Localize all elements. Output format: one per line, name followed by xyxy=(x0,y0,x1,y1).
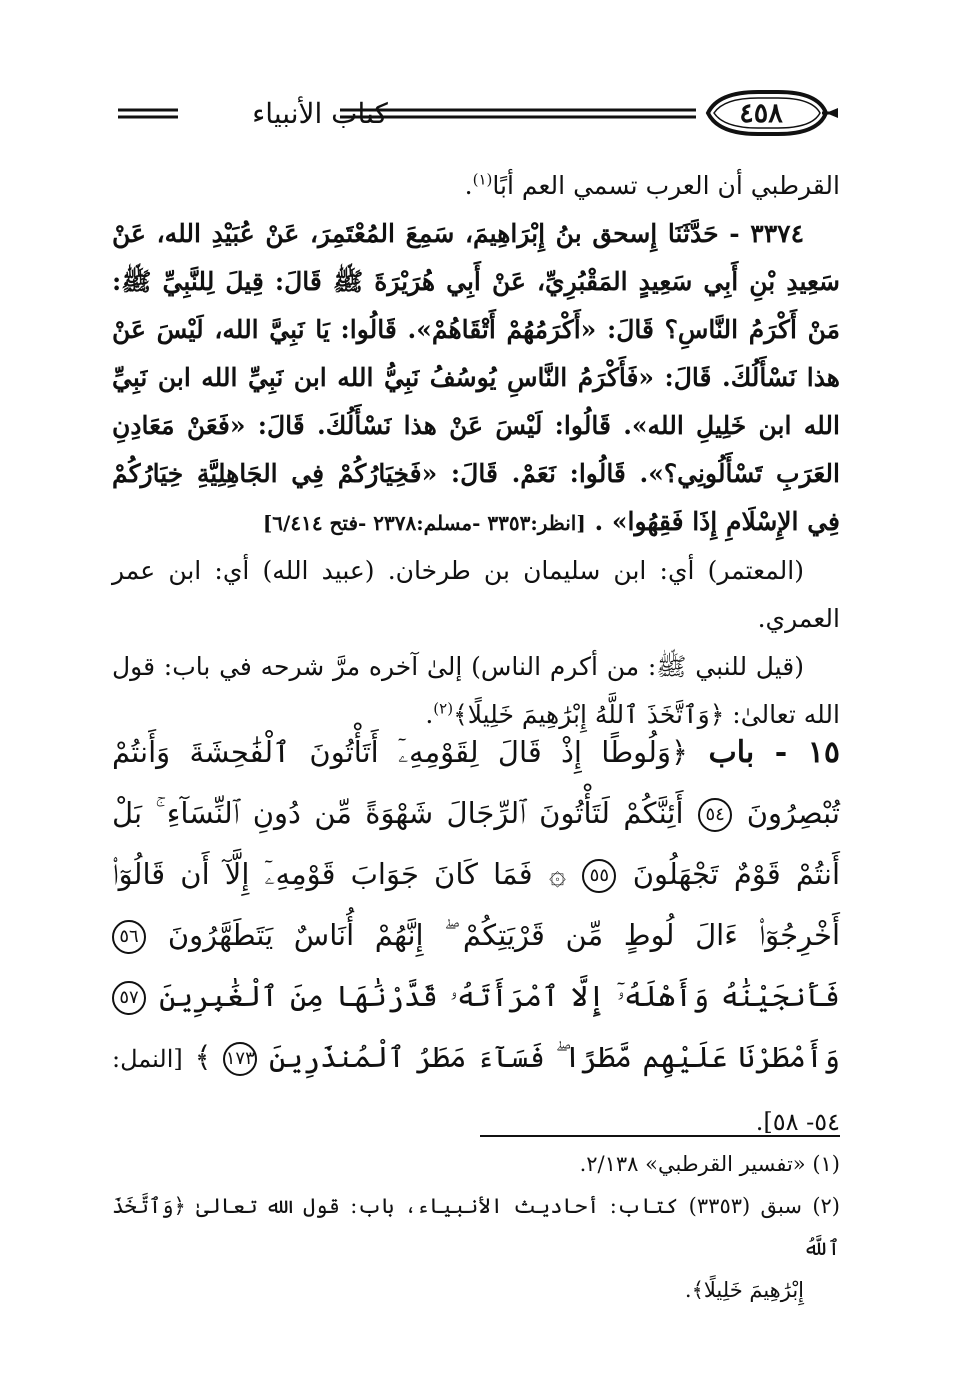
surah-reference: [النمل: ٥٤- ٥٨]. xyxy=(112,1045,840,1136)
page-header xyxy=(118,86,838,146)
footnote-divider xyxy=(480,1135,840,1137)
ayah-number-55: ٥٥ xyxy=(582,859,616,893)
footnote-2-continuation: إِبْرَٰهِيمَ خَلِيلًا﴾. xyxy=(684,1278,804,1302)
hadith-text: ٣٣٧٤ - حَدَّثَنَا إِسحق بنُ إِبْرَاهِيمَ، سَمِعَ المُعْتَمِرَ، عَنْ عُبَيْدِ الله، عَنْ سَعِيدِ بْنِ أَبِي سَعِيدٍ المَقْبُرِيِّ، عَنْ أَبِي هُرَيْرَةَ ﷺ قَالَ: قِيلَ لِلنَّبِيِّ ﷺ: مَنْ أَكْرَمُ النَّاسِ؟ قَالَ: «أَكْرَمُهُمْ أَتْقَاهُمْ». قَالُوا: يَا نَبِيَّ الله، لَيْسَ عَنْ هذا نَسْأَلُكَ. قَالَ: «فَأَكْرَمُ النَّاسِ يُوسُفُ نَبِيُّ الله ابن نَبِيِّ الله ابن نَبِيِّ الله ابن خَلِيلِ الله». قَالُوا: لَيْسَ عَنْ هذا نَسْأَلُكَ. قَالَ: «فَعَنْ مَعَادِنِ العَرَبِ تَسْأَلُونِي؟». قَالُوا: نَعَمْ. قَالَ: «فَخِيَارُكُمْ فِي الجَاهِلِيَّةِ خِيَارُكُمْ فِي الإِسْلَامِ إِذَا فَقِهُوا» . xyxy=(112,219,840,536)
commentary-paragraph-1: (المعتمر) أي: ابن سليمان بن طرخان. (عبيد الله) أي: ابن عمر العمري. xyxy=(112,556,840,633)
hadith-3374 xyxy=(112,210,840,547)
ayah-number-56: ٥٦ xyxy=(112,920,146,954)
ayah-number-54: ٥٤ xyxy=(698,798,732,832)
commentary-paragraph-2: (قيل للنبي ﷺ: من أكرم الناس) إلىٰ آخره مرَّ شرحه في باب: قول الله تعالىٰ: ﴿وَٱتَّخَذَ ٱللَّهُ إِبْرَٰهِيمَ خَلِيلًا﴾$^{(٢)}$. xyxy=(112,652,840,729)
chapter-heading: ١٥ - باب xyxy=(708,735,840,770)
ayah-number-57: ٥٧ xyxy=(112,981,146,1015)
sajda-icon: ۞ xyxy=(548,857,566,891)
footnote-2: (٢) سبق (٣٣٥٣) كتاب: أحاديث الأنبياء، باب: قول الله تعالىٰ ﴿وَٱتَّخَذَ ٱللَّهُ xyxy=(112,1194,840,1260)
quran-close-bracket: ﴾ xyxy=(194,1040,212,1074)
hadith-reference: [انظر:٣٣٥٣ -مسلم:٢٣٧٨ -فتح ٦/٤١٤] xyxy=(262,511,586,535)
quran-verse-55: أَئِنَّكُمْ لَتَأْتُونَ ٱلرِّجَالَ شَهْوَةً مِّن دُونِ ٱلنِّسَآءِ ۚ بَلْ أَنتُمْ قَوْمٌ تَجْهَلُونَ xyxy=(112,796,840,891)
footnotes xyxy=(112,1143,840,1311)
quran-verse-56: فَمَا كَانَ جَوَابَ قَوْمِهِۦٓ إِلَّآ أَن قَالُوٓا۟ أَخْرِجُوٓا۟ ءَالَ لُوطٍ مِّن قَرْيَتِكُمْ ۖ إِنَّهُمْ أُنَاسٌ يَتَطَهَّرُونَ xyxy=(112,857,841,952)
quran-verse-58: وَأَمْطَرْنَا عَلَيْهِم مَّطَرًا ۖ فَسَآءَ مَطَرُ ٱلْمُنذَرِينَ xyxy=(269,1040,841,1074)
quran-verse-57: فَأَنجَيْنَٰهُ وَأَهْلَهُۥٓ إِلَّا ٱمْرَأَتَهُۥ قَدَّرْنَٰهَا مِنَ ٱلْغَٰبِرِينَ xyxy=(159,979,840,1013)
opening-line-text: القرطبي أن العرب تسمي العم أبًا xyxy=(492,171,840,200)
page-number: ٤٥٨ xyxy=(739,98,783,129)
quran-verse-54: ﴿وَلُوطًا إِذْ قَالَ لِقَوْمِهِۦٓ أَتَأْتُونَ ٱلْفَٰحِشَةَ وَأَنتُمْ تُبْصِرُونَ xyxy=(112,735,840,830)
footnote-ref-2[interactable]: (٢) xyxy=(433,699,454,718)
book-title: كتاب الأنبياء xyxy=(252,97,388,130)
footnote-1: (١) «تفسير القرطبي» ٢/١٣٨. xyxy=(579,1152,840,1176)
ayah-number-173: ١٧٣ xyxy=(223,1042,257,1076)
chapter-15 xyxy=(112,722,840,1153)
footnote-ref-1[interactable]: (١) xyxy=(472,170,493,189)
body-text xyxy=(112,162,840,739)
opening-line: القرطبي أن العرب تسمي العم أبًا$^{(١)}$. xyxy=(464,170,840,200)
commentary-paragraph-2-text: (قيل للنبي ﷺ: من أكرم الناس) إلىٰ آخره مرَّ شرحه في باب: قول الله تعالىٰ: ﴿وَٱتَّخَذَ ٱللَّهُ إِبْرَٰهِيمَ خَلِيلًا﴾ xyxy=(112,652,840,729)
